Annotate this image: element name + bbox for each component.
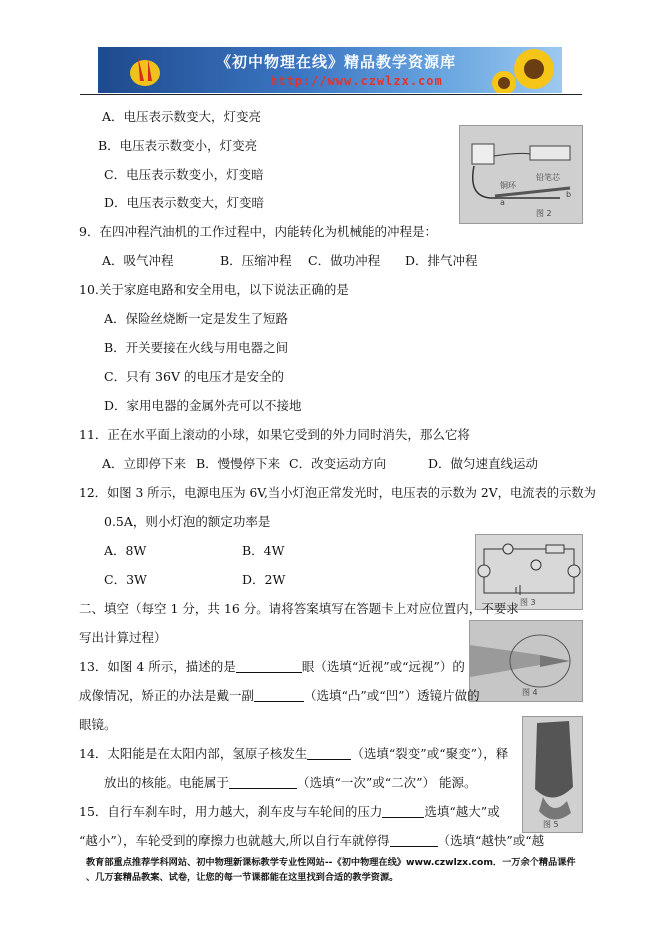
fig2-label-copper-ring: 铜环	[500, 181, 516, 190]
q11-stem: 11．正在水平面上滚动的小球，如果它受到的外力同时消失，那么它将	[79, 427, 470, 442]
header-rule	[80, 94, 582, 95]
q13-line1	[79, 657, 465, 675]
q12-stem-line2: 0.5A，则小灯泡的额定功率是	[104, 514, 271, 529]
q10-option-a: A．保险丝烧断一定是发生了短路	[104, 311, 289, 326]
q15-text-part3: “越小”），车轮受到的摩擦力也就越大,所以自行车就停得	[79, 833, 390, 848]
q10-option-b: B．开关要接在火线与用电器之间	[104, 340, 289, 355]
q12-option-b: B．4W	[242, 543, 285, 558]
q11-option-d: D．做匀速直线运动	[428, 456, 539, 471]
q14-blank-energy-type[interactable]	[229, 776, 297, 789]
q13-text-part3: 成像情况，矫正的办法是戴一副	[79, 688, 255, 703]
q15-blank-stopping[interactable]	[390, 834, 438, 847]
q8-option-c: C．电压表示数变小，灯变暗	[104, 167, 264, 182]
q11-option-b: B．慢慢停下来	[196, 456, 281, 471]
q14-text-part3: 放出的核能。电能属于	[104, 775, 230, 790]
section2-heading-line2: 写出计算过程）	[79, 630, 167, 645]
q14-text-part1: 14．太阳能是在太阳内部，氢原子核发生	[79, 746, 308, 761]
q9-option-d: D．排气冲程	[405, 253, 478, 268]
q14-line2	[104, 773, 477, 791]
q10-option-d: D．家用电器的金属外壳可以不接地	[104, 398, 302, 413]
q12-option-c: C．3W	[104, 572, 147, 587]
q12-option-d: D．2W	[242, 572, 286, 587]
fig2-caption: 图 2	[536, 209, 552, 218]
bicycle-brake-icon	[523, 717, 582, 832]
q15-text-part4: （选填“越快”或“越	[437, 833, 545, 848]
q13-blank-lens-type[interactable]	[254, 689, 304, 702]
q13-text-part1: 13．如图 4 所示，描述的是	[79, 659, 236, 674]
q15-line1	[79, 802, 500, 820]
q13-line2	[79, 686, 480, 704]
fig5-caption: 图 5	[543, 820, 559, 829]
q14-text-part4: （选填“一次”或“二次”） 能源。	[297, 775, 477, 790]
header-title: 《初中物理在线》精品教学资源库	[216, 53, 457, 71]
q12-stem-line1: 12．如图 3 所示，电源电压为 6V,当小灯泡正常发光时，电压表的示数为 2V，电流表的示数为	[79, 486, 596, 500]
q13-text-part2: 眼（选填“近视”或“远视”）的	[301, 659, 465, 674]
figure-5	[522, 716, 583, 833]
q15-text-part1: 15．自行车刹车时，用力越大，刹车皮与车轮间的压力	[79, 804, 383, 819]
header-banner	[98, 47, 562, 93]
fig2-label-a: a	[500, 198, 505, 207]
q11-option-a: A．立即停下来	[102, 456, 187, 471]
fig4-caption: 图 4	[522, 688, 538, 697]
q8-option-a: A．电压表示数变大，灯变亮	[102, 109, 262, 124]
q10-option-c: C．只有 36V 的电压才是安全的	[104, 369, 284, 384]
q13-text-part4: （选填“凸”或“凹”）透镜片做的	[304, 688, 480, 703]
footer-line1: 教育部重点推荐学科网站、初中物理新课标教学专业性网站--《初中物理在线》www.czwlzx.com．一万余个精品课件	[86, 857, 576, 868]
fig2-label-pencil-lead: 铅笔芯	[536, 173, 560, 182]
q15-line2	[79, 831, 544, 849]
q14-blank-reaction[interactable]	[307, 747, 351, 760]
section2-heading-line1: 二、填空（每空 1 分，共 16 分。请将答案填写在答题卡上对应位置内，不要求	[79, 601, 519, 616]
q13-blank-eye-type[interactable]	[236, 660, 302, 673]
q8-option-b: B．电压表示数变小，灯变亮	[98, 138, 258, 153]
q8-option-d: D．电压表示数变大，灯变暗	[104, 195, 265, 210]
fig2-label-b: b	[566, 190, 572, 199]
q9-option-b: B．压缩冲程	[220, 253, 292, 268]
q10-stem: 10.关于家庭电路和安全用电，以下说法正确的是	[79, 282, 349, 297]
q14-line1	[79, 744, 508, 762]
q13-text-part5: 眼镜。	[79, 717, 117, 732]
figure-4	[469, 620, 583, 702]
rheostat-circuit-icon	[460, 126, 582, 223]
q15-text-part2: 选填“越大”或	[424, 804, 500, 819]
header-url[interactable]: http://www.czwlzx.com	[270, 74, 443, 88]
q12-option-a: A．8W	[104, 543, 147, 558]
q11-option-c: C．改变运动方向	[289, 456, 387, 471]
sunflower-icon	[492, 47, 562, 93]
q9-option-c: C．做功冲程	[308, 253, 381, 268]
fig3-caption: 图 3	[520, 598, 536, 607]
figure-2	[459, 125, 583, 224]
q15-blank-pressure[interactable]	[382, 805, 424, 818]
q14-text-part2: （选填“裂变”或“聚变”），释	[351, 746, 509, 761]
q9-option-a: A．吸气冲程	[102, 253, 174, 268]
q9-stem: 9．在四冲程汽油机的工作过程中，内能转化为机械能的冲程是：	[79, 224, 437, 239]
footer-line2: 、几万套精品教案、试卷，让您的每一节课都能在这里找到合适的教学资源。	[86, 872, 399, 883]
site-logo-icon	[128, 51, 162, 89]
